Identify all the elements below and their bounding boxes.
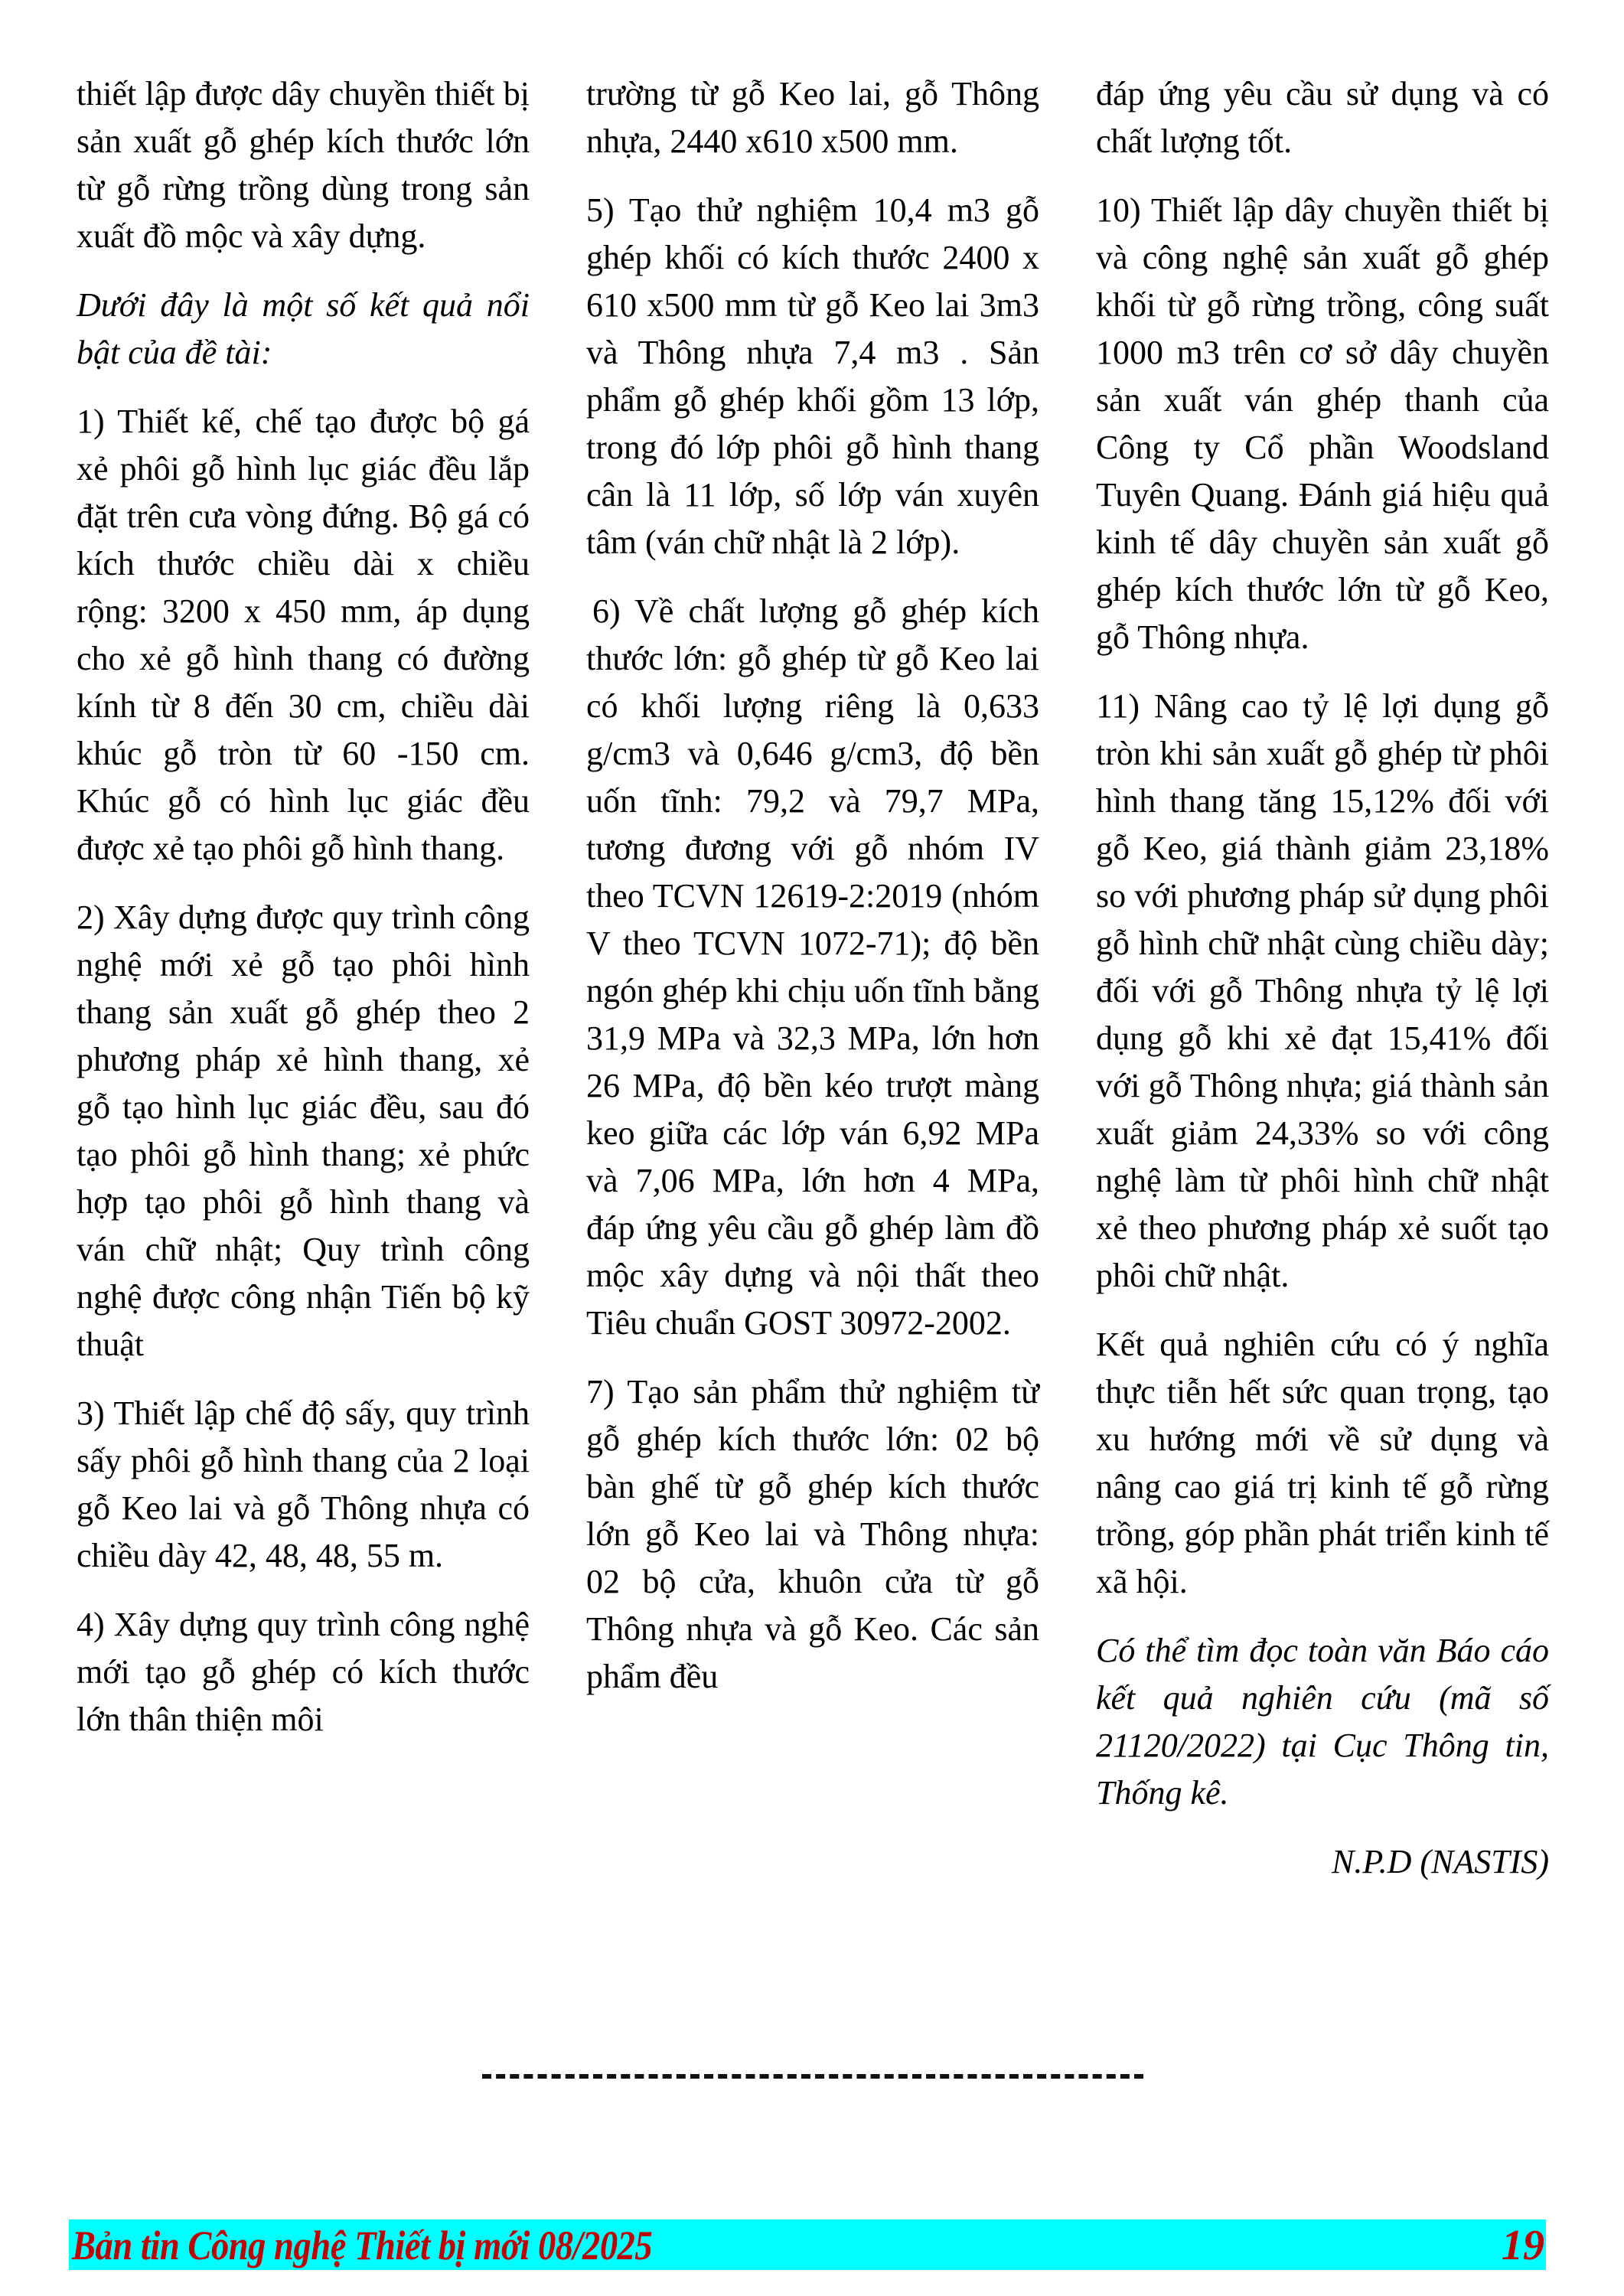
paragraph-results-lead: Dưới đây là một số kết quả nổi bật của đề tài:	[77, 286, 530, 371]
article-end-separator	[482, 2074, 1143, 2079]
paragraph-result-11: 11) Nâng cao tỷ lệ lợi dụng gỗ tròn khi sản xuất gỗ ghép từ phôi hình thang tăng 15,12% đối với gỗ Keo, giá thành giảm 23,18% so với phương pháp sử dụng phôi gỗ hình chữ nhật cùng chiều dày; đối với gỗ Thông nhựa tỷ lệ lợi dụng gỗ khi xẻ đạt 15,41% đối với gỗ Thông nhựa; giá thành sản xuất giảm 24,33% so với công nghệ làm từ phôi hình chữ nhật xẻ theo phương pháp xẻ suốt tạo phôi chữ nhật.	[1096, 687, 1549, 1294]
footer-bar	[69, 2219, 1546, 2270]
author-signature: N.P.D (NASTIS)	[1332, 1843, 1549, 1880]
paragraph-reference-note: Có thể tìm đọc toàn văn Báo cáo kết quả nghiên cứu (mã số 21120/2022) tại Cục Thông tin, Thống kê.	[1096, 1632, 1549, 1812]
paragraph-conclusion: Kết quả nghiên cứu có ý nghĩa thực tiễn hết sức quan trọng, tạo xu hướng mới về sử dụng và nâng cao giá trị kinh tế gỗ rừng trồng, góp phần phát triển kinh tế xã hội.	[1096, 1326, 1549, 1600]
text-column-2	[586, 70, 1039, 1722]
paragraph-result-6: 6) Về chất lượng gỗ ghép kích thước lớn: gỗ ghép từ gỗ Keo lai có khối lượng riêng là 0,633 g/cm3 và 0,646 g/cm3, độ bền uốn tĩnh: 79,2 và 79,7 MPa, tương đương với gỗ nhóm IV theo TCVN 12619-2:2019 (nhóm V theo TCVN 1072-71); độ bền ngón ghép khi chịu uốn tĩnh bằng 31,9 MPa và 32,3 MPa, lớn hơn 26 MPa, độ bền kéo trượt màng keo giữa các lớp ván 6,92 MPa và 7,06 MPa, lớn hơn 4 MPa, đáp ứng yêu cầu gỗ ghép làm đồ mộc xây dựng và nội thất theo Tiêu chuẩn GOST 30972-2002.	[586, 592, 1039, 1342]
text-column-3	[1096, 70, 1549, 1907]
paragraph-result-2: 2) Xây dựng được quy trình công nghệ mới xẻ gỗ tạo phôi hình thang sản xuất gỗ ghép theo 2 phương pháp xẻ hình thang, xẻ gỗ tạo hình lục giác đều, sau đó tạo phôi gỗ hình thang; xẻ phức hợp tạo phôi gỗ hình thang và ván chữ nhật; Quy trình công nghệ được công nhận Tiến bộ kỹ thuật	[77, 899, 530, 1363]
text-column-1	[77, 70, 530, 1765]
paragraph-result-7-continued: đáp ứng yêu cầu sử dụng và có chất lượng tốt.	[1096, 75, 1549, 160]
footer-publication-title: Bản tin Công nghệ Thiết bị mới 08/2025	[72, 2223, 653, 2268]
footer-page-number: 19	[1502, 2222, 1544, 2269]
paragraph-result-10: 10) Thiết lập dây chuyền thiết bị và công nghệ sản xuất gỗ ghép khối từ gỗ rừng trồng, công suất 1000 m3 trên cơ sở dây chuyền sản xuất ván ghép thanh của Công ty Cổ phần Woodsland Tuyên Quang. Đánh giá hiệu quả kinh tế dây chuyền sản xuất gỗ ghép kích thước lớn từ gỗ Keo, gỗ Thông nhựa.	[1096, 191, 1549, 656]
paragraph-result-1: 1) Thiết kế, chế tạo được bộ gá xẻ phôi gỗ hình lục giác đều lắp đặt trên cưa vòng đứng. Bộ gá có kích thước chiều dài x chiều rộng: 3200 x 450 mm, áp dụng cho xẻ gỗ hình thang có đường kính từ 8 đến 30 cm, chiều dài khúc gỗ tròn từ 60 -150 cm. Khúc gỗ có hình lục giác đều được xẻ tạo phôi gỗ hình thang.	[77, 403, 530, 867]
paragraph-intro-continued: thiết lập được dây chuyền thiết bị sản xuất gỗ ghép kích thước lớn từ gỗ rừng trồng dùng trong sản xuất đồ mộc và xây dựng.	[77, 75, 530, 255]
paragraph-result-5: 5) Tạo thử nghiệm 10,4 m3 gỗ ghép khối có kích thước 2400 x 610 x500 mm từ gỗ Keo lai 3m3 và Thông nhựa 7,4 m3 . Sản phẩm gỗ ghép khối gồm 13 lớp, trong đó lớp phôi gỗ hình thang cân là 11 lớp, số lớp ván xuyên tâm (ván chữ nhật là 2 lớp).	[586, 191, 1039, 561]
paragraph-result-4-start: 4) Xây dựng quy trình công nghệ mới tạo gỗ ghép có kích thước lớn thân thiện môi	[77, 1606, 530, 1738]
paragraph-result-7-start: 7) Tạo sản phẩm thử nghiệm từ gỗ ghép kích thước lớn: 02 bộ bàn ghế từ gỗ ghép kích thước lớn gỗ Keo lai và Thông nhựa: 02 bộ cửa, khuôn cửa từ gỗ Thông nhựa và gỗ Keo. Các sản phẩm đều	[586, 1373, 1039, 1695]
paragraph-result-4-continued: trường từ gỗ Keo lai, gỗ Thông nhựa, 2440 x610 x500 mm.	[586, 75, 1039, 160]
paragraph-result-3: 3) Thiết lập chế độ sấy, quy trình sấy phôi gỗ hình thang của 2 loại gỗ Keo lai và gỗ Thông nhựa có chiều dày 42, 48, 48, 55 m.	[77, 1394, 530, 1574]
